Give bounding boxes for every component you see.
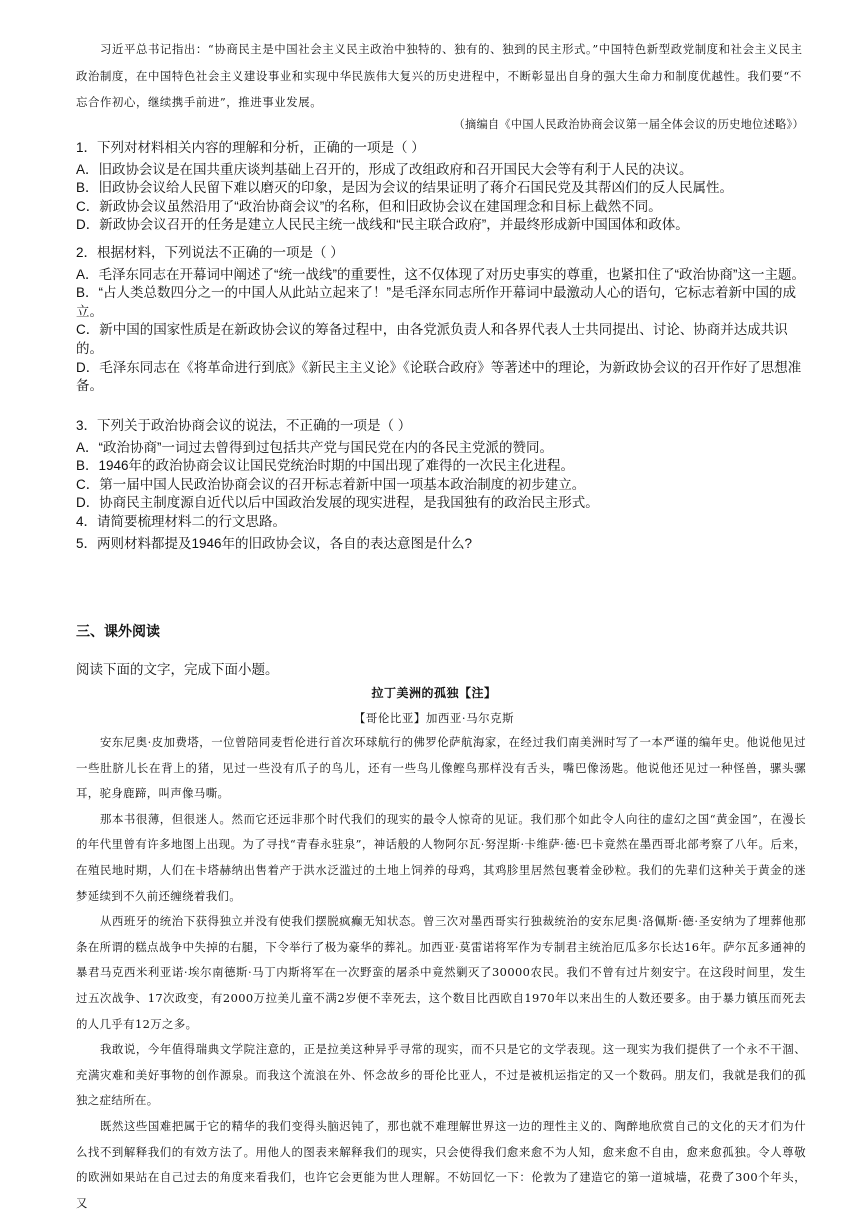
option-a: A．“政治协商”一词过去曾得到过包括共产党与国民党在内的各民主党派的赞同。 [76,439,553,455]
option-a: A．旧政协会议是在国共重庆谈判基础上召开的，形成了改组政府和召开国民大会等有利于人民的决议。 [76,161,693,177]
section-lead: 阅读下面的文字，完成下面小题。 [76,662,279,677]
question-stem: 3．下列关于政治协商会议的说法，不正确的一项是（ ） [76,418,412,433]
option-c: C．第一届中国人民政治协商会议的召开标志着新中国一项基本政治制度的初步建立。 [76,476,586,492]
question-3 [76,417,808,553]
article-title: 拉丁美洲的孤独【注】 [371,686,497,700]
article-paragraph: 我敢说，今年值得瑞典文学院注意的，正是拉美这种异乎寻常的现实，而不只是它的文学表现。这一现实为我们提供了一个永不干涸、充满灾难和美好事物的创作源泉。而我这个流浪在外、怀念故乡的哥伦比亚人，不过是被机运指定的又一个数码。朋友们，我就是我们的孤独之症结所在。 [76,1042,806,1108]
question-4-stem: 4．请简要梳理材料二的行文思路。 [76,513,287,529]
option-c: C．新政协会议虽然沿用了“政治协商会议”的名称，但和旧政协会议在建国理念和目标上截然不同。 [76,198,662,214]
article-paragraph: 既然这些国难把属于它的精华的我们变得头脑迟钝了，那也就不难理解世界这一边的理性主义的、陶醉地欣赏自己的文化的天才们为什么找不到解释我们的有效方法了。用他人的图表来解释我们的现实，只会使得我们愈来愈不为人知，愈来愈不自由，愈来愈孤独。令人尊敬的欧洲如果站在自己过去的角度来看我们，也许它会更能为世人理解。不妨回忆一下：伦敦为了建造它的第一道城墙，花费了300个年头，又 [76,1118,806,1210]
article-paragraph: 安东尼奥·皮加费塔，一位曾陪同麦哲伦进行首次环球航行的佛罗伦萨航海家，在经过我们南美洲时写了一本严谨的编年史。他说他见过一些肚脐儿长在背上的猪，见过一些没有爪子的鸟儿，还有一些鸟儿像鲣鸟那样没有舌头，嘴巴像汤匙。他说他还见过一种怪兽，骡头骡耳，驼身鹿蹄，叫声像马嘶。 [76,735,806,801]
question-2 [76,244,808,396]
question-stem: 2．根据材料，下列说法不正确的一项是（ ） [76,245,344,260]
question-1 [76,139,808,235]
option-b: B．旧政协会议给人民留下难以磨灭的印象，是因为会议的结果证明了蒋介石国民党及其帮凶们的反人民属性。 [76,180,734,196]
article-body [76,730,806,1216]
option-b: B．1946年的政治协商会议让国民党统治时期的中国出现了难得的一次民主化进程。 [76,458,575,474]
option-d: D．协商民主制度源自近代以后中国政治发展的现实进程，是我国独有的政治民主形式。 [76,495,599,511]
source-citation: （摘编自《中国人民政治协商会议第一届全体会议的历史地位述略》） [453,118,804,131]
option-a: A．毛泽东同志在开幕词中阐述了“统一战线”的重要性，这不仅体现了对历史事实的尊重，也紧扣住了“政治协商”这一主题。 [76,266,805,282]
option-d: D．毛泽东同志在《将革命进行到底》《新民主主义论》《论联合政府》等著述中的理论，为新政协会议的召开作好了思想准备。 [76,359,802,394]
section-heading: 三、课外阅读 [76,623,160,639]
article-paragraph: 那本书很薄，但很迷人。然而它还远非那个时代我们的现实的最令人惊奇的见证。我们那个如此令人向往的虚幻之国“黄金国”，在漫长的年代里曾有许多地图上出现。为了寻找“青春永驻泉”，神话般的人物阿尔瓦·努涅斯·卡维萨·德·巴卡竟然在墨西哥北部考察了八年。后来，在殖民地时期，人们在卡塔赫纳出售着产于洪水泛滥过的土地上饲养的母鸡，其鸡胗里居然包裹着金砂粒。我们的先辈们这种关于黄金的迷梦延续到不久前还缠绕着我们。 [76,811,806,903]
question-5-stem: 5．两则材料都提及1946年的旧政协会议，各自的表达意图是什么? [76,535,473,551]
article-author: 【哥伦比亚】加西亚·马尔克斯 [353,711,515,725]
intro-paragraph: 习近平总书记指出：“协商民主是中国社会主义民主政治中独特的、独有的、独到的民主形式。”中国特色新型政党制度和社会主义民主政治制度，在中国特色社会主义建设事业和实现中华民族伟大复兴的历史进程中，不断彰显出自身的强大生命力和制度优越性。我们要“不忘合作初心，继续携手前进”，推进事业发展。 [76,42,803,109]
question-stem: 1．下列对材料相关内容的理解和分析，正确的一项是（ ） [76,140,425,155]
option-d: D．新政协会议召开的任务是建立人民民主统一战线和“民主联合政府”，并最终形成新中国国体和政体。 [76,217,689,233]
article-paragraph: 从西班牙的统治下获得独立并没有使我们摆脱疯癫无知状态。曾三次对墨西哥实行独裁统治的安东尼奥·洛佩斯·德·圣安纳为了埋葬他那条在所谓的糕点战争中失掉的右腿，下令举行了极为豪华的葬礼。加西亚·莫雷诺将军作为专制君主统治厄瓜多尔长达16年。萨尔瓦多通神的暴君马克西米利亚诺·埃尔南德斯·马丁内斯将军在一次野蛮的屠杀中竟然剿灭了30000农民。我们不曾有过片刻安宁。在这段时间里，发生过五次战争、17次政变，有2000万拉美儿童不满2岁便不幸死去，这个数目比西欧自1970年以来出生的人数还要多。由于暴力镇压而死去的人几乎有12万之多。 [76,914,806,1031]
option-c: C．新中国的国家性质是在新政协会议的筹备过程中，由各党派负责人和各界代表人士共同提出、讨论、协商并达成共识的。 [76,322,788,356]
option-b: B．“占人类总数四分之一的中国人从此站立起来了！”是毛泽东同志所作开幕词中最激动人心的语句，它标志着新中国的成立。 [76,285,796,319]
